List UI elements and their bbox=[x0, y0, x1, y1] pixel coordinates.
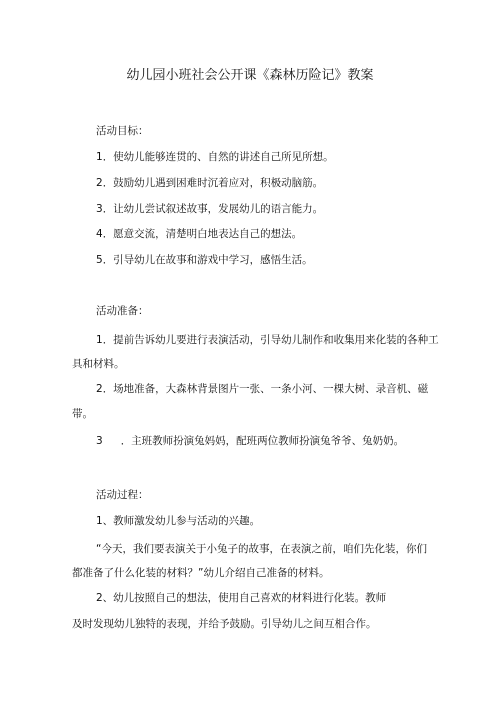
goal-text: ．让幼儿尝试叙述故事，发展幼儿的语言能力。 bbox=[102, 203, 324, 215]
goals-heading: 活动目标： bbox=[96, 125, 149, 137]
goal-number: 4 bbox=[96, 228, 103, 240]
prep-heading: 活动准备： bbox=[96, 305, 149, 317]
process-step-2: 2、幼儿按照自己的想法，使用自己喜欢的材料进行化装。教师 bbox=[96, 592, 387, 604]
process-step-1: 1、教师激发幼儿参与活动的兴趣。 bbox=[96, 515, 261, 527]
goal-text: ．愿意交流，清楚明白地表达自己的想法。 bbox=[102, 228, 303, 240]
prep-item-2 bbox=[96, 382, 428, 396]
prep-text: ．提前告诉幼儿要进行表演活动，引导幼儿制作和收集用来化装的各种工 bbox=[102, 334, 439, 346]
process-quote-continued: 都准备了什么化装的材料？”幼儿介绍自己准备的材料。 bbox=[72, 567, 330, 579]
goal-item bbox=[96, 176, 323, 190]
prep-item-2-continued: 带。 bbox=[72, 408, 93, 420]
document-title: 幼儿园小班社会公开课《森林历险记》教案 bbox=[126, 68, 374, 83]
process-heading: 活动过程： bbox=[96, 489, 149, 501]
process-quote: “今天，我们要表演关于小兔子的故事，在表演之前，咱们先化装，你们 bbox=[96, 543, 427, 555]
prep-item-1-continued: 具和材料。 bbox=[72, 358, 125, 370]
goal-text: ．鼓励幼儿遇到困难时沉着应对，积极动脑筋。 bbox=[102, 177, 324, 189]
goal-number: 2 bbox=[96, 177, 103, 189]
prep-number: 2 bbox=[96, 383, 103, 395]
prep-number: 1 bbox=[96, 334, 103, 346]
prep-item-3 bbox=[96, 434, 404, 448]
goal-item bbox=[96, 202, 323, 216]
prep-text: ．场地准备，大森林背景图片一张、一条小河、一棵大树、录音机、磁 bbox=[102, 383, 429, 395]
goal-text: ．引导幼儿在故事和游戏中学习，感悟生活。 bbox=[102, 254, 313, 266]
goal-item bbox=[96, 150, 334, 164]
goal-item bbox=[96, 227, 302, 241]
goal-text: ．使幼儿能够连贯的、自然的讲述自己所见所想。 bbox=[102, 151, 334, 163]
goal-number: 3 bbox=[96, 203, 103, 215]
goal-item bbox=[96, 253, 313, 267]
prep-number: 3 bbox=[96, 435, 103, 447]
prep-item-1 bbox=[96, 333, 439, 347]
process-step-2-continued: 及时发现幼儿独特的表现，并给予鼓励。引导幼儿之间互相合作。 bbox=[72, 618, 377, 630]
goal-number: 1 bbox=[96, 151, 103, 163]
goal-number: 5 bbox=[96, 254, 103, 266]
prep-text: ．主班教师扮演兔妈妈，配班两位教师扮演兔爷爷、兔奶奶。 bbox=[120, 435, 405, 447]
